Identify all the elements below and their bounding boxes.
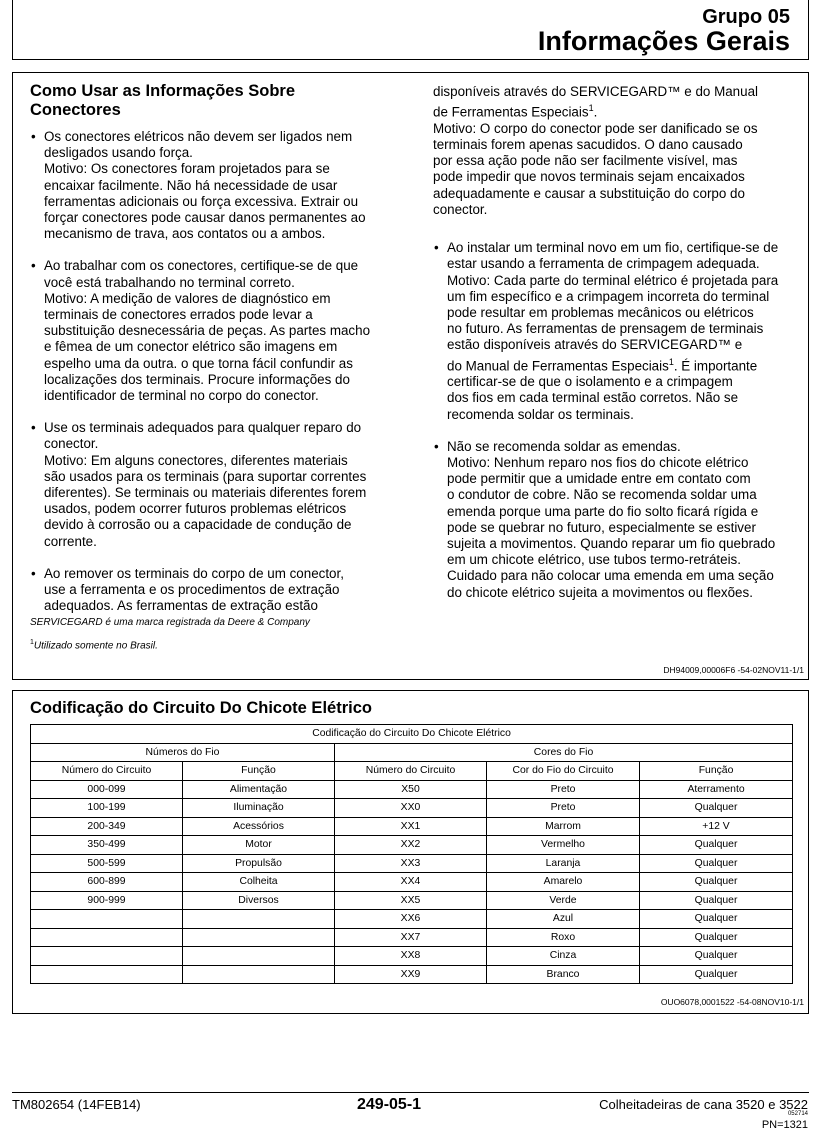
text-line: Ao instalar um terminal novo em um fio, certifique-se de [447,240,779,256]
text-line: adequados. As ferramentas de extração estão [44,598,318,614]
text-line: terminais forem apenas sacudidos. O dano causado [433,137,743,153]
text-line: substituição desnecessária de peças. As partes macho [44,323,371,339]
table-cell: 100-199 [31,799,183,818]
text-line: espelho uma da outra. o que torna fácil confundir as [44,355,353,371]
footer-manual-id: TM802654 (14FEB14) [12,1097,141,1112]
text-line: mecanismo de trava, aos contatos ou a ambos. [44,226,326,242]
text-line: Cuidado para não colocar uma emenda em uma seção [447,568,774,584]
section-heading: Codificação do Circuito Do Chicote Elétrico [30,699,372,717]
table-cell: Alimentação [183,780,335,799]
column-header: Cor do Fio do Circuito [487,762,640,781]
superscript: 1 [588,103,594,114]
text-line: estar usando a ferramenta de crimpagem adequada. [447,256,760,272]
bullet-item [30,420,410,550]
table-group-row [31,743,793,762]
bullet-icon: • [31,565,36,581]
text-line: recomenda soldar os terminais. [447,406,634,422]
text-line: ferramentas adicionais ou força excessiva. Extrair ou [44,193,359,209]
table-cell: 600-899 [31,873,183,892]
circuit-code-table [30,724,793,984]
right-column [433,84,803,601]
table-row [31,928,793,947]
bullet-icon: • [31,420,36,436]
table-cell [31,947,183,966]
table-cell: 350-499 [31,836,183,855]
text-line: Motivo: O corpo do conector pode ser danificado se os [433,120,758,136]
bullet-item [433,439,803,601]
table-row [31,873,793,892]
superscript: 1 [30,639,34,646]
text-line: diferentes). Se terminais ou materiais diferentes forem [44,485,367,501]
column-header: Número do Circuito [31,762,183,781]
section-heading [30,82,295,120]
table-cell: Qualquer [640,910,793,929]
table-cell: Aterramento [640,780,793,799]
text-line: pode permitir que a umidade entre em contato com [447,471,751,487]
bullet-icon: • [31,129,36,144]
text-line: certificar-se de que o isolamento e a crimpagem [447,374,733,390]
footer-product: Colheitadeiras de cana 3520 e 3522 [599,1097,808,1112]
bullet-icon: • [434,438,439,454]
text-line: Use os terminais adequados para qualquer reparo do [44,420,362,436]
table-cell: Propulsão [183,854,335,873]
table-cell [183,965,335,984]
footer-code: 052714 [787,1111,808,1117]
text-line: conector. [44,436,99,452]
text-line: do chicote elétrico sujeita a movimentos ou flexões. [447,584,753,600]
text-line: corrente. [44,533,97,549]
table-cell [31,928,183,947]
text-line: do Manual de Ferramentas Especiais$^1$. É importante [447,356,758,373]
text-line: Motivo: A medição de valores de diagnóstico em [44,290,331,306]
footer-page-number: 249-05-1 [357,1096,422,1113]
table-cell: Roxo [487,928,640,947]
table-title-row [31,725,793,744]
connectors-section [12,72,809,680]
text-line: Não se recomenda soldar as emendas. [447,438,681,454]
text-line: encaixar facilmente. Não há necessidade de usar [44,177,338,193]
table-cell: XX4 [335,873,487,892]
text-line: disponíveis através do SERVICEGARD™ e do Manual [433,84,759,99]
table-cell: Branco [487,965,640,984]
document-id: OUO6078,0001522 -54-08NOV10-1/1 [660,997,804,1007]
text-line: pode se quebrar no futuro, especialmente se estiver [447,519,756,535]
table-cell: XX7 [335,928,487,947]
table-cell: Qualquer [640,947,793,966]
text-line: Os conectores elétricos não devem ser ligados nem [44,129,353,144]
table-row [31,780,793,799]
text-line: Motivo: Nenhum reparo nos fios do chicote elétrico [447,455,749,470]
text-line: em um chicote elétrico, use tubos termo-retráteis. [447,552,741,568]
bullet-item [433,240,803,423]
text-span: de Ferramentas Especiais [433,104,589,120]
text-line: desligados usando força. [44,145,193,161]
text-line: emenda porque uma parte do fio solto ficará rígida e [447,503,759,519]
table-cell: XX3 [335,854,487,873]
table-cell: Marrom [487,817,640,836]
table-cell: +12 V [640,817,793,836]
text-line: um fim específico e a crimpagem incorreta do terminal [447,288,770,304]
bullet-item [30,258,410,404]
wiring-code-section [12,690,809,1014]
table-title: Codificação do Circuito Do Chicote Elétrico [31,725,793,744]
table-cell: XX9 [335,965,487,984]
table-cell: Amarelo [487,873,640,892]
table-cell: Diversos [183,891,335,910]
table-cell: XX6 [335,910,487,929]
text-line: usados, podem ocorrer futuros problemas elétricos [44,501,347,517]
table-row [31,854,793,873]
table-cell: XX2 [335,836,487,855]
text-line: o condutor de cobre. Não se recomenda soldar uma [447,487,757,503]
table-cell: Acessórios [183,817,335,836]
table-cell: Qualquer [640,836,793,855]
table-cell: X50 [335,780,487,799]
text-line: adequadamente e causar a substituição do corpo do [433,185,745,201]
table-cell: XX8 [335,947,487,966]
text-line: estão disponíveis através do SERVICEGARD™ e [447,337,743,353]
table-cell [183,928,335,947]
table-cell: 200-349 [31,817,183,836]
table-row [31,947,793,966]
table-row [31,910,793,929]
table-cell: 900-999 [31,891,183,910]
footnote: SERVICEGARD é uma marca registrada da Deere & Company [30,617,310,628]
table-cell: XX5 [335,891,487,910]
text-line: use a ferramenta e os procedimentos de extração [44,582,340,598]
document-id: DH94009,00006F6 -54-02NOV11-1/1 [663,665,804,675]
table-cell: XX1 [335,817,487,836]
bullet-icon: • [434,240,439,256]
table-row [31,799,793,818]
group-header: Cores do Fio [335,743,793,762]
table-cell [31,965,183,984]
table-cell: Qualquer [640,965,793,984]
text-block [433,84,803,218]
text-span: É importante [681,357,758,373]
text-line: identificador de terminal no corpo do conector. [44,388,319,404]
table-row [31,965,793,984]
group-header: Números do Fio [31,743,335,762]
text-line: no futuro. As ferramentas de prensagem de terminais [447,321,764,337]
table-cell: 000-099 [31,780,183,799]
table-cell: Motor [183,836,335,855]
text-line: Motivo: Cada parte do terminal elétrico é projetada para [447,272,779,288]
table-cell [183,947,335,966]
table-header-row [31,762,793,781]
table-cell [31,910,183,929]
table-cell: XX0 [335,799,487,818]
left-column [30,129,410,614]
bullet-item [30,566,410,615]
text-line: conector. [433,201,488,217]
text-line: você está trabalhando no terminal correto. [44,274,295,290]
table-cell: Laranja [487,854,640,873]
text-line: Motivo: Em alguns conectores, diferentes materiais [44,452,348,468]
table-cell: Cinza [487,947,640,966]
table-cell: Qualquer [640,891,793,910]
text-line: e fêmea de um conector elétrico são imagens em [44,339,338,355]
table-cell: 500-599 [31,854,183,873]
footnote [30,639,158,651]
table-cell: Azul [487,910,640,929]
table-cell: Preto [487,799,640,818]
table-cell: Preto [487,780,640,799]
table-row [31,817,793,836]
table-cell: Qualquer [640,799,793,818]
table-cell: Iluminação [183,799,335,818]
table-cell: Qualquer [640,873,793,892]
text-line: são usados para os terminais (para suportar correntes [44,468,367,484]
page-header [12,0,809,60]
text-span: do Manual de Ferramentas Especiais [447,357,669,373]
table-row [31,891,793,910]
text-line: pode impedir que novos terminais sejam encaixados [433,169,745,185]
column-header: Número do Circuito [335,762,487,781]
table-cell: Colheita [183,873,335,892]
column-header: Função [640,762,793,781]
heading-line: Conectores [30,101,121,119]
footer-pn: PN=1321 [761,1119,808,1131]
text-line: sujeita a movimentos. Quando reparar um fio quebrado [447,536,776,552]
text-line: devido à corrosão ou a capacidade de condução de [44,517,352,533]
text-line: por essa ação pode não ser facilmente visível, mas [433,153,738,169]
heading-line: Como Usar as Informações Sobre [30,82,295,100]
text-line: forçar conectores pode causar danos permanentes ao [44,210,366,226]
table-cell: Qualquer [640,854,793,873]
footer-rule [12,1092,809,1093]
bullet-item [30,129,410,242]
text-line: localizações dos terminais. Procure informações do [44,371,350,387]
text-line: dos fios em cada terminal estão corretos. Não se [447,390,739,406]
text-line: Ao trabalhar com os conectores, certifique-se de que [44,258,359,274]
group-label: Grupo 05 [702,6,790,28]
bullet-icon: • [31,258,36,274]
text-line: terminais de conectores errados pode levar a [44,307,313,323]
table-cell: Qualquer [640,928,793,947]
text-line: Motivo: Os conectores foram projetados para se [44,161,330,177]
page-title: Informações Gerais [537,26,790,56]
column-header: Função [183,762,335,781]
text-line: de Ferramentas Especiais$^1$. [433,103,598,120]
table-cell: Verde [487,891,640,910]
table-row [31,836,793,855]
footnote-text: Utilizado somente no Brasil. [33,640,158,652]
text-line: pode resultar em problemas mecânicos ou elétricos [447,304,754,320]
text-line: Ao remover os terminais do corpo de um conector, [44,565,344,581]
table-cell: Vermelho [487,836,640,855]
superscript: 1 [668,356,674,367]
table-cell [183,910,335,929]
